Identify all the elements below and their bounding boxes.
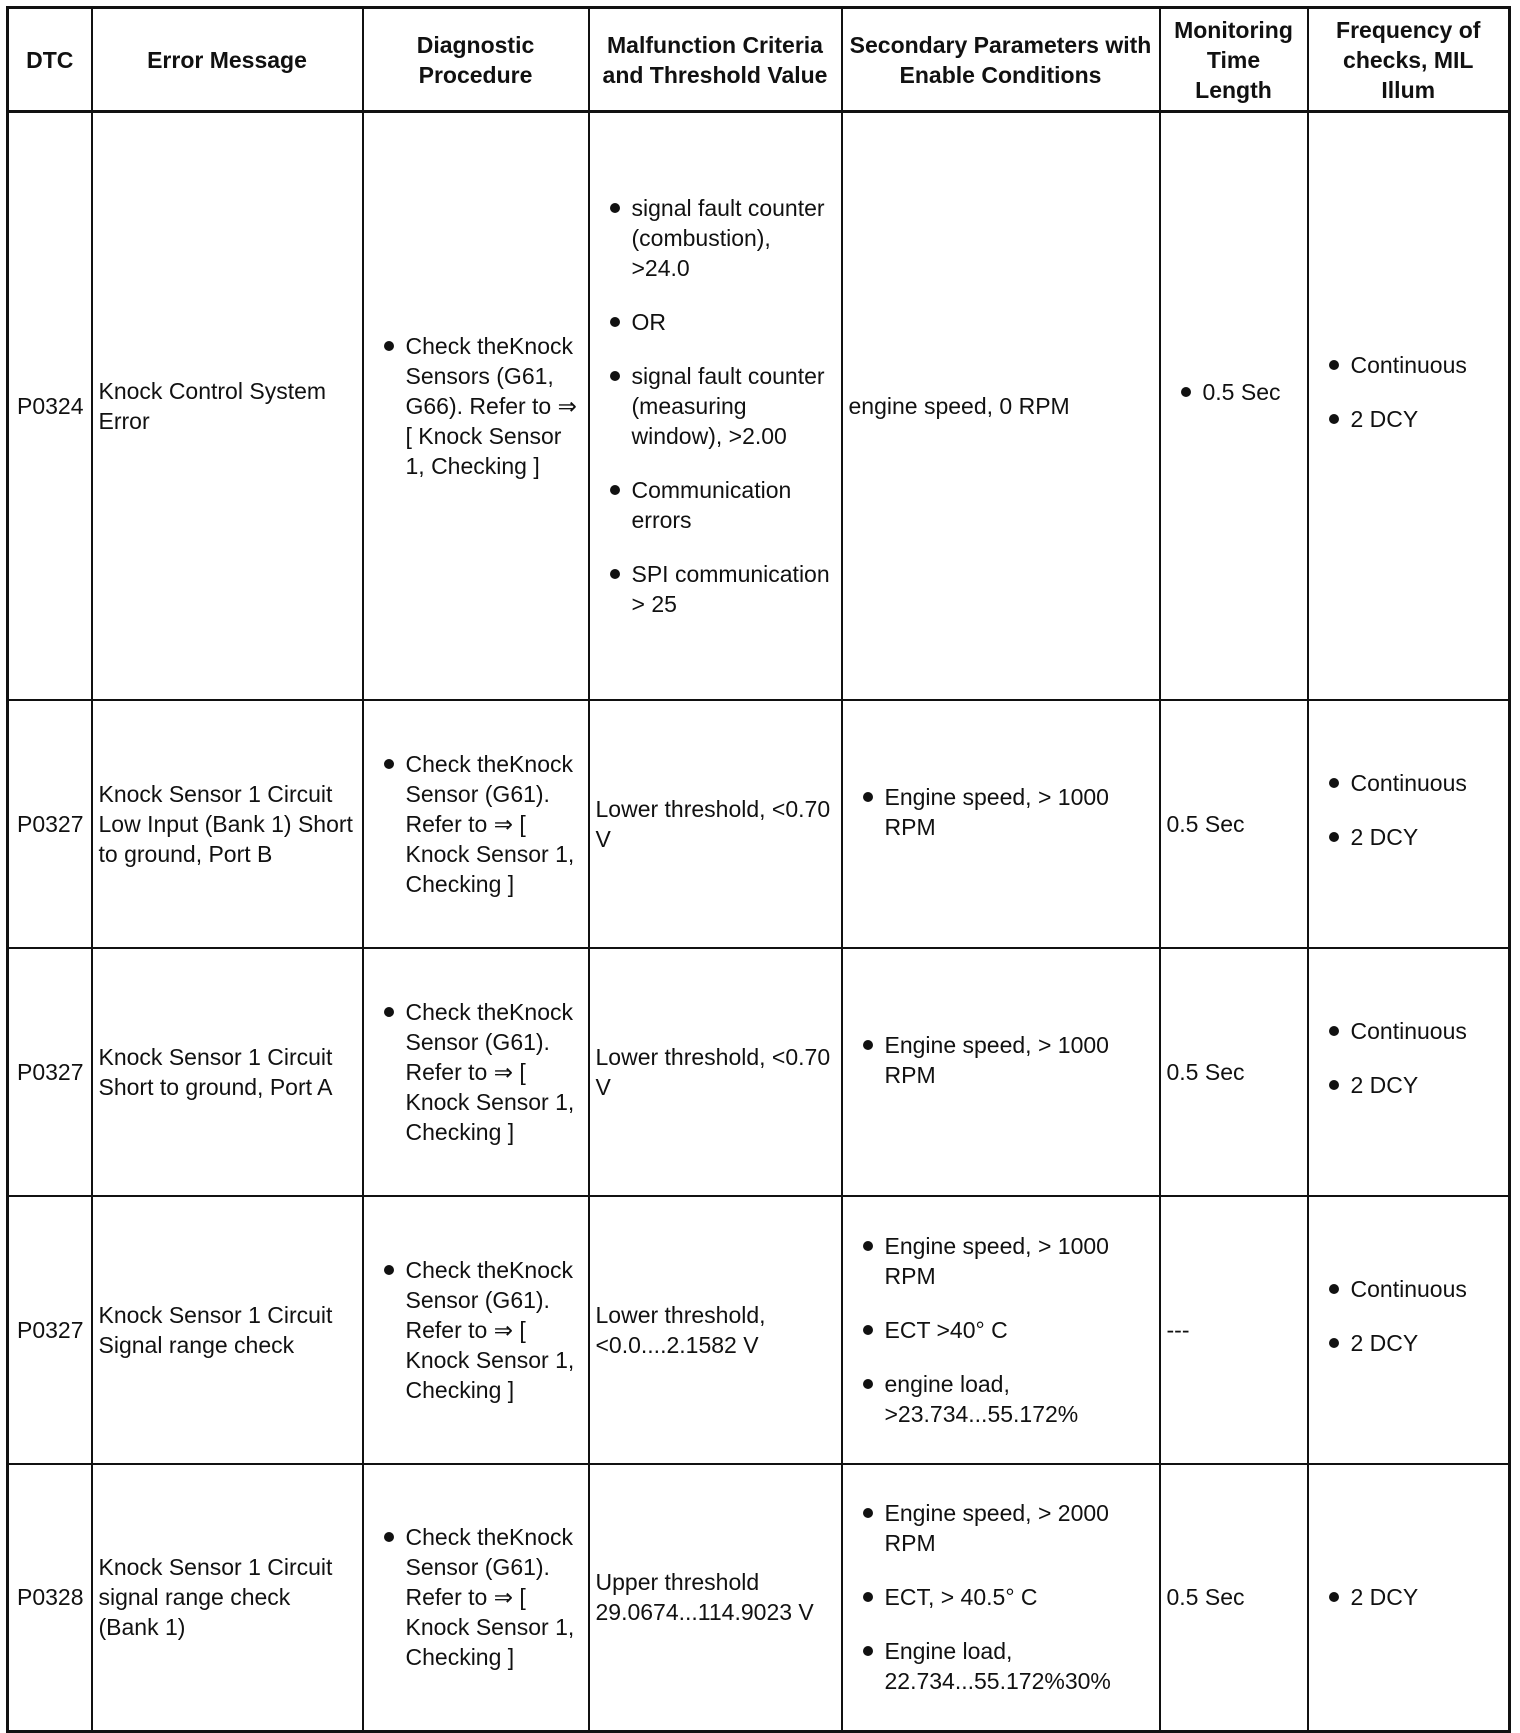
secondary-parameters bbox=[842, 1196, 1160, 1464]
criteria-item: OR bbox=[596, 307, 835, 337]
frequency-list bbox=[1315, 768, 1503, 852]
secondary-list bbox=[849, 1030, 1153, 1090]
secondary-item: ECT, > 40.5° C bbox=[849, 1582, 1153, 1612]
diagnostic-procedure bbox=[363, 1464, 589, 1732]
frequency bbox=[1308, 700, 1510, 948]
frequency-item: Continuous bbox=[1315, 350, 1503, 380]
criteria-list bbox=[596, 193, 835, 619]
malfunction-criteria: Upper threshold 29.0674...114.9023 V bbox=[589, 1464, 842, 1732]
monitoring-time bbox=[1160, 112, 1308, 700]
procedure-item: Check theKnock Sensors (G61, G66). Refer to ⇒ [ Knock Sensor 1, Checking ] bbox=[370, 331, 582, 481]
secondary-item: Engine speed, > 1000 RPM bbox=[849, 1030, 1153, 1090]
secondary-item: Engine speed, > 1000 RPM bbox=[849, 782, 1153, 842]
table-row bbox=[8, 1464, 1510, 1732]
monitoring-time: 0.5 Sec bbox=[1160, 948, 1308, 1196]
diagnostic-procedure bbox=[363, 112, 589, 700]
secondary-parameters bbox=[842, 1464, 1160, 1732]
error-message: Knock Sensor 1 Circuit Signal range check bbox=[92, 1196, 363, 1464]
header-malfunction-criteria: Malfunction Criteria and Threshold Value bbox=[589, 8, 842, 112]
frequency-item: Continuous bbox=[1315, 768, 1503, 798]
secondary-item: Engine speed, > 2000 RPM bbox=[849, 1498, 1153, 1558]
frequency bbox=[1308, 1464, 1510, 1732]
table-row bbox=[8, 700, 1510, 948]
header-row bbox=[8, 8, 1510, 112]
malfunction-criteria bbox=[589, 112, 842, 700]
dtc-code: P0324 bbox=[8, 112, 92, 700]
table-row bbox=[8, 112, 1510, 700]
dtc-code: P0327 bbox=[8, 700, 92, 948]
table-row bbox=[8, 948, 1510, 1196]
frequency-list bbox=[1315, 350, 1503, 434]
frequency-item: 2 DCY bbox=[1315, 1328, 1503, 1358]
header-secondary-parameters: Secondary Parameters with Enable Conditions bbox=[842, 8, 1160, 112]
frequency-list bbox=[1315, 1582, 1503, 1612]
procedure-item: Check theKnock Sensor (G61). Refer to ⇒ [ Knock Sensor 1, Checking ] bbox=[370, 749, 582, 899]
table-row bbox=[8, 1196, 1510, 1464]
frequency bbox=[1308, 948, 1510, 1196]
secondary-parameters bbox=[842, 700, 1160, 948]
malfunction-criteria: Lower threshold, <0.70 V bbox=[589, 948, 842, 1196]
secondary-parameters: engine speed, 0 RPM bbox=[842, 112, 1160, 700]
procedure-list bbox=[370, 997, 582, 1147]
diagnostic-procedure bbox=[363, 1196, 589, 1464]
secondary-item: Engine load, 22.734...55.172%30% bbox=[849, 1636, 1153, 1696]
secondary-list bbox=[849, 1231, 1153, 1429]
secondary-list bbox=[849, 782, 1153, 842]
malfunction-criteria: Lower threshold, <0.0....2.1582 V bbox=[589, 1196, 842, 1464]
header-error-message: Error Message bbox=[92, 8, 363, 112]
procedure-list bbox=[370, 1522, 582, 1672]
frequency-list bbox=[1315, 1016, 1503, 1100]
frequency bbox=[1308, 1196, 1510, 1464]
dtc-table bbox=[6, 6, 1511, 1733]
header-diagnostic-procedure: Diagnostic Procedure bbox=[363, 8, 589, 112]
frequency-item: 2 DCY bbox=[1315, 822, 1503, 852]
dtc-code: P0327 bbox=[8, 948, 92, 1196]
frequency-item: Continuous bbox=[1315, 1274, 1503, 1304]
criteria-item: Communication errors bbox=[596, 475, 835, 535]
header-monitoring-time: Monitoring Time Length bbox=[1160, 8, 1308, 112]
diagnostic-procedure bbox=[363, 700, 589, 948]
procedure-item: Check theKnock Sensor (G61). Refer to ⇒ [ Knock Sensor 1, Checking ] bbox=[370, 1522, 582, 1672]
error-message: Knock Sensor 1 Circuit Short to ground, Port A bbox=[92, 948, 363, 1196]
frequency-item: 2 DCY bbox=[1315, 1070, 1503, 1100]
header-dtc: DTC bbox=[8, 8, 92, 112]
monitoring-time: 0.5 Sec bbox=[1160, 1464, 1308, 1732]
secondary-item: Engine speed, > 1000 RPM bbox=[849, 1231, 1153, 1291]
error-message: Knock Sensor 1 Circuit Low Input (Bank 1) Short to ground, Port B bbox=[92, 700, 363, 948]
error-message: Knock Sensor 1 Circuit signal range check (Bank 1) bbox=[92, 1464, 363, 1732]
monitoring-time: 0.5 Sec bbox=[1160, 700, 1308, 948]
secondary-list bbox=[849, 1498, 1153, 1696]
malfunction-criteria: Lower threshold, <0.70 V bbox=[589, 700, 842, 948]
criteria-item: signal fault counter (combustion), >24.0 bbox=[596, 193, 835, 283]
frequency-list bbox=[1315, 1274, 1503, 1358]
frequency-item: 2 DCY bbox=[1315, 404, 1503, 434]
procedure-item: Check theKnock Sensor (G61). Refer to ⇒ [ Knock Sensor 1, Checking ] bbox=[370, 1255, 582, 1405]
monitoring-time: --- bbox=[1160, 1196, 1308, 1464]
secondary-parameters bbox=[842, 948, 1160, 1196]
monitoring-item: 0.5 Sec bbox=[1167, 377, 1301, 407]
secondary-item: engine load, >23.734...55.172% bbox=[849, 1369, 1153, 1429]
error-message: Knock Control System Error bbox=[92, 112, 363, 700]
dtc-code: P0328 bbox=[8, 1464, 92, 1732]
procedure-list bbox=[370, 1255, 582, 1405]
secondary-item: ECT >40° C bbox=[849, 1315, 1153, 1345]
dtc-code: P0327 bbox=[8, 1196, 92, 1464]
frequency bbox=[1308, 112, 1510, 700]
frequency-item: 2 DCY bbox=[1315, 1582, 1503, 1612]
procedure-list bbox=[370, 749, 582, 899]
procedure-list bbox=[370, 331, 582, 481]
frequency-item: Continuous bbox=[1315, 1016, 1503, 1046]
header-frequency: Frequency of checks, MIL Illum bbox=[1308, 8, 1510, 112]
monitoring-list bbox=[1167, 377, 1301, 407]
criteria-item: SPI communication > 25 bbox=[596, 559, 835, 619]
criteria-item: signal fault counter (measuring window), >2.00 bbox=[596, 361, 835, 451]
diagnostic-procedure bbox=[363, 948, 589, 1196]
procedure-item: Check theKnock Sensor (G61). Refer to ⇒ [ Knock Sensor 1, Checking ] bbox=[370, 997, 582, 1147]
